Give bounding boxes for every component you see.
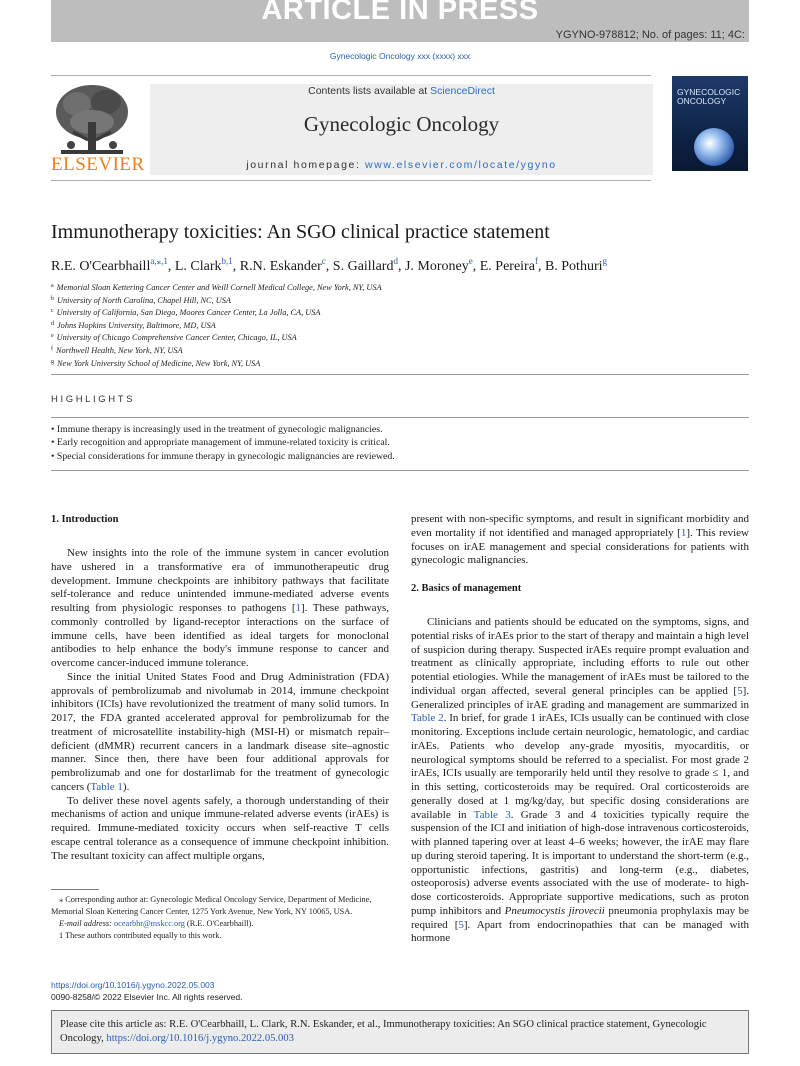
affiliation-text: Memorial Sloan Kettering Cancer Center and Weill Cornell Medical College, New York, NY, USA <box>56 283 382 292</box>
highlights-rule-top <box>51 374 749 375</box>
issn-copyright: 0090-8258/© 2022 Elsevier Inc. All rights reserved. <box>51 992 243 1002</box>
journal-name: Gynecologic Oncology <box>303 112 500 136</box>
contents-prefix: Contents lists available at <box>308 85 431 97</box>
reference-link[interactable]: 5 <box>458 918 464 931</box>
footnote-rule <box>51 889 99 890</box>
affiliation-marker: f <box>51 345 53 352</box>
sciencedirect-link[interactable]: ScienceDirect <box>430 85 495 97</box>
highlights-list <box>51 423 395 463</box>
intro-paragraph-1: New insights into the role of the immune system in cancer evolution have ushered in a transformative era of immunotherapeutic drug development. Immune checkpoints are inhibitory pathways that facilitate self-tolerance and reduce unintended immune-mediated adverse events resulting from physiologic responses to pathogens [1]. These pathways, commonly controlled by ligand-receptor interactions on the surface of immune cells, have been identified as ideal targets for monoclonal antibodies to help enhance the body's immune response to cancer and overcome cancer-induced immune tolerance. <box>51 547 389 669</box>
email-note: E-mail address: ocearbhr@mskcc.org (R.E. O'Cearbhaill). <box>59 919 254 928</box>
right-column <box>411 513 749 946</box>
author-name: E. Pereira <box>479 259 535 274</box>
cover-graphic <box>694 128 734 166</box>
author-affiliation-marker[interactable]: a,⁎,1 <box>150 256 168 266</box>
affiliation-text: Northwell Health, New York, NY, USA <box>56 345 183 355</box>
highlights-rule-mid <box>51 417 749 418</box>
author-separator: , <box>325 259 333 274</box>
affiliation-text: New York University School of Medicine, New York, NY, USA <box>57 358 261 368</box>
elsevier-wordmark: ELSEVIER <box>51 154 145 175</box>
intro-paragraph-2: Since the initial United States Food and Drug Administration (FDA) approvals of pembrolizumab and nivolumab in 2014, immune checkpoint inhibitors (ICIs) have revolutionized the treatment of many solid tumors. In 2017, the FDA granted accelerated approval for pembrolizumab for the treatment of microsatellite instability-high (MSI-H) or mismatch repair–deficient (dMMR) recurrent cancers in a landmark disease site–agnostic manner. Since then, there have been four additional approvals for pembrolizumab and one for dostarlimab for the treatment of gynecologic cancers (Table 1). <box>51 670 389 793</box>
article-code: YGYNO-978812; No. of pages: 11; 4C: <box>555 29 745 41</box>
author-affiliation-marker[interactable]: c <box>321 256 326 266</box>
affiliation-marker: a <box>51 283 54 289</box>
cover-title: GYNECOLOGIC ONCOLOGY <box>677 87 741 106</box>
affiliation-marker: b <box>51 295 54 302</box>
journal-cover-image <box>672 76 748 171</box>
affiliation-text: Johns Hopkins University, Baltimore, MD, USA <box>57 320 216 330</box>
journal-cite-line[interactable]: Gynecologic Oncology xxx (xxxx) xxx <box>329 51 471 61</box>
doi-link[interactable]: https://doi.org/10.1016/j.ygyno.2022.05.003 <box>51 980 215 990</box>
author-separator: , <box>232 259 240 274</box>
author-separator: , <box>167 259 175 274</box>
author-affiliation-marker[interactable]: e <box>468 256 473 266</box>
banner-title: ARTICLE IN PRESS <box>261 0 539 26</box>
journal-masthead <box>150 84 653 175</box>
author-affiliation-marker[interactable]: d <box>393 256 398 266</box>
affiliation-item <box>51 281 382 294</box>
affiliation-item <box>51 294 382 307</box>
contents-line <box>150 85 653 97</box>
citation-text: Please cite this article as: R.E. O'Cearbhaill, L. Clark, R.N. Eskander, et al., Immunotherapy toxicities: An SGO clinical practice statement, Gynecologic Oncology, https://doi.org/10.1016/j.ygyno.2022.05.003 <box>60 1019 707 1044</box>
affiliation-list <box>51 281 382 369</box>
author-affiliation-marker[interactable]: g <box>602 256 608 266</box>
affiliation-marker: d <box>51 320 54 327</box>
affiliation-marker: e <box>51 333 54 340</box>
article-title: Immunotherapy toxicities: An SGO clinical practice statement <box>51 221 550 243</box>
header-rule-bottom <box>51 180 651 181</box>
affiliation-marker: g <box>51 358 54 365</box>
author-separator: , <box>472 259 480 274</box>
author-name: B. Pothuri <box>544 259 603 274</box>
intro-paragraph-3: To deliver these novel agents safely, a thorough understanding of their mechanisms of action and unique immune-related adverse events (irAEs) is required. Immune-mediated toxicity occurs when self-reactive T cells escape central tolerance as a consequence of immune checkpoint inhibition. The resultant toxicity can affect multiple organs, <box>51 794 389 862</box>
section-heading-introduction: 1. Introduction <box>51 514 119 525</box>
affiliation-item <box>51 319 382 332</box>
author-name: R.E. O'Cearbhaill <box>51 259 151 274</box>
section-heading-basics: 2. Basics of management <box>411 583 522 594</box>
author-separator: , <box>537 259 545 274</box>
highlight-item: • Special considerations for immune therapy in gynecologic malignancies are reviewed. <box>51 450 395 462</box>
equal-contribution-note: 1 These authors contributed equally to this work. <box>59 931 222 940</box>
author-list <box>51 256 607 275</box>
homepage-prefix: journal homepage: <box>246 159 365 171</box>
highlights-rule-bottom <box>51 470 749 471</box>
reference-link[interactable]: 1 <box>295 602 301 614</box>
author-name: R.N. Eskander <box>239 259 322 274</box>
affiliation-item <box>51 357 382 370</box>
homepage-link[interactable]: www.elsevier.com/locate/ygyno <box>364 159 557 171</box>
author-name: J. Moroney <box>404 259 469 274</box>
corresponding-author-note: ⁎ Corresponding author at: Gynecologic Medical Oncology Service, Department of Medicine, Memorial Sloan Kettering Cancer Center, 1275 York Avenue, New York, NY 10065, USA. <box>51 895 372 916</box>
highlight-item: • Immune therapy is increasingly used in the treatment of gynecologic malignancies. <box>51 424 383 435</box>
email-link[interactable]: ocearbhr@mskcc.org <box>114 919 185 928</box>
left-column <box>51 513 389 863</box>
author-name: L. Clark <box>174 259 222 274</box>
reference-link[interactable]: 1 <box>680 526 687 539</box>
citation-doi-link[interactable]: https://doi.org/10.1016/j.ygyno.2022.05.003 <box>106 1033 294 1044</box>
reference-link[interactable]: 5 <box>737 684 743 697</box>
affiliation-text: University of California, San Diego, Moores Cancer Center, La Jolla, CA, USA <box>56 308 321 318</box>
highlights-heading: HIGHLIGHTS <box>51 394 136 405</box>
article-in-press-banner <box>51 0 749 42</box>
table-3-link[interactable]: Table 3 <box>473 808 511 821</box>
homepage-line <box>150 159 653 171</box>
table-2-link[interactable]: Table 2 <box>411 712 444 725</box>
citation-box <box>51 1010 749 1054</box>
author-affiliation-marker[interactable]: f <box>534 256 538 266</box>
highlight-item: • Early recognition and appropriate management of immune-related toxicity is critical. <box>51 437 390 449</box>
author-affiliation-marker[interactable]: b,1 <box>221 256 233 266</box>
author-separator: , <box>397 259 405 274</box>
footnotes <box>51 894 389 942</box>
affiliation-text: University of North Carolina, Chapel Hill, NC, USA <box>57 295 231 305</box>
basics-paragraph: Clinicians and patients should be educated on the symptoms, signs, and potential risks of irAEs prior to the start of therapy and maintain a high level of suspicion during therapy. Suspected irAEs require prompt evaluation and treatment as clinically appropriate, including efforts to rule out other potential etiologies. While the management of irAEs must be tailored to the individual organ affected, several general principles can be applied [5]. Generalized principles of irAE grading and management are summarized in Table 2. In brief, for grade 1 irAEs, ICIs usually can be continued with close monitoring. Exceptions include certain neurologic, hematologic, and cardiac irAEs. Patients who develop any-grade myositis, myocarditis, or neurological symptoms should be referred to a specialist. For most grade 2 irAEs, ICIs usually are temporarily held until they resolve to grade ≤ 1, and in this setting, corticosteroids may be required. Oral corticosteroids are generally dosed at 1 mg/kg/day, but specific dosing considerations are available in Table 3. Grade 3 and 4 toxicities typically require the suspension of the ICI and initiation of high-dose intravenous corticosteroids, with planned tapering over at least 4–6 weeks; however, the irAE may flare up during steroid tapering. It is important to understand the short-term (e.g., opportunistic infections, gastritis) and long-term (e.g., diabetes, osteoporosis) adverse events associated with the use of moderate- to high-dose corticosteroids. Appropriate supportive medications, such as proton pump inhibitors and Pneumocystis jirovecii pneumonia prophylaxis may be required [5]. Apart from endocrinopathies that can be managed with hormone <box>411 616 750 945</box>
affiliation-item <box>51 331 382 344</box>
affiliation-marker: c <box>51 308 54 315</box>
header-rule-top <box>51 75 651 76</box>
affiliation-text: University of Chicago Comprehensive Cancer Center, Chicago, IL, USA <box>56 333 297 343</box>
affiliation-item <box>51 306 382 319</box>
affiliation-item <box>51 344 382 357</box>
table-1-link[interactable]: Table 1 <box>90 780 123 793</box>
intro-paragraph-continued: present with non-specific symptoms, and result in significant morbidity and even mortality if not identified and managed appropriately [1]. This review focuses on irAE management and special considerations for patients with gynecologic malignancies. <box>411 513 749 567</box>
author-name: S. Gaillard <box>332 259 394 274</box>
